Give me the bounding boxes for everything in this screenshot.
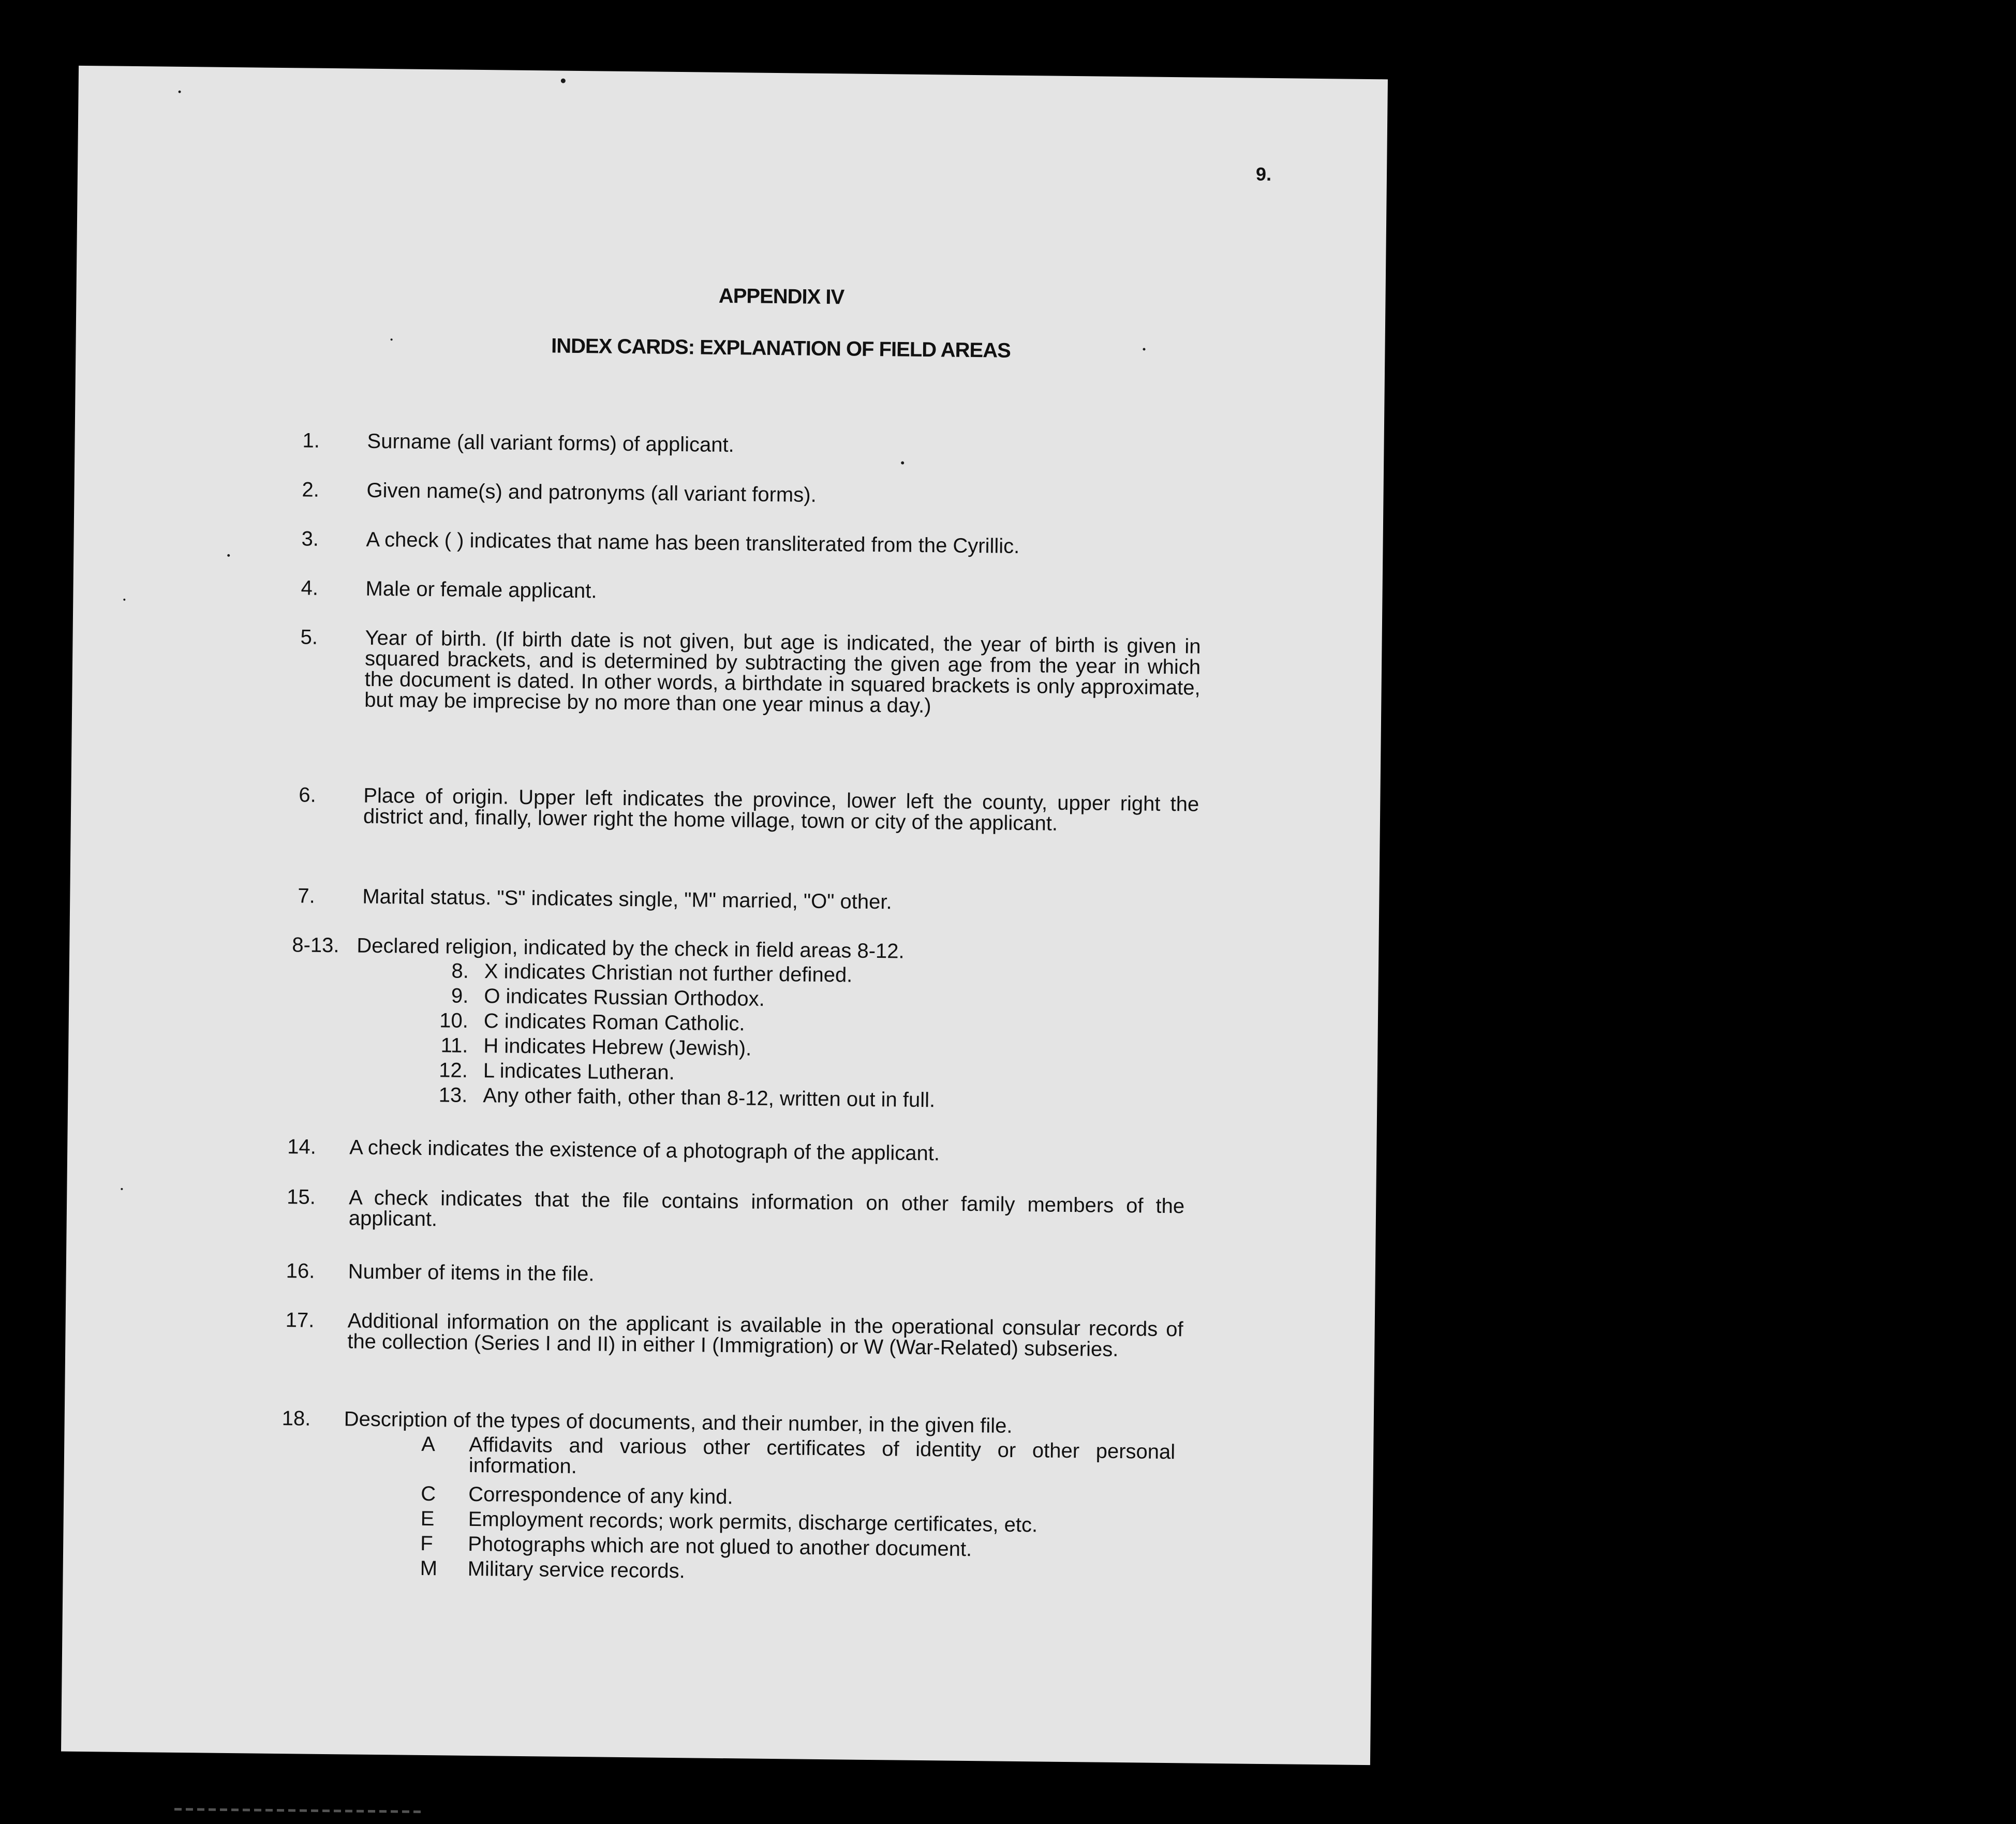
religion-code-text: Any other faith, other than 8-12, written out in full. [483,1084,936,1112]
item-number: 16. [286,1259,315,1283]
item-number: 3. [301,527,319,551]
religion-code-number: 8. [451,959,469,983]
item-number: 18. [281,1407,311,1430]
appendix-title: APPENDIX IV [718,284,844,309]
item-text: Place of origin. Upper left indicates the province, lower left the county, upper right the district and, finally, lower right the home village, town or city of the applicant. [363,784,1199,835]
document-type-text: Employment records; work permits, discharge certificates, etc. [468,1507,1038,1537]
item-number: 1. [302,429,320,452]
document-type-code: M [420,1556,438,1580]
scan-speck [901,462,904,465]
item-text: Male or female applicant. [365,577,597,603]
religion-code-text: O indicates Russian Orthodox. [484,985,765,1011]
religion-code-text: X indicates Christian not further defined. [484,960,853,987]
religion-code-number: 13. [438,1084,468,1107]
document-page [61,66,1388,1765]
document-type-code: F [420,1532,433,1555]
document-title: INDEX CARDS: EXPLANATION OF FIELD AREAS [551,334,1011,362]
scan-speck [123,599,125,601]
scan-speck [227,554,230,557]
document-type-code: E [420,1507,435,1531]
item-text: A check indicates the existence of a photograph of the applicant. [349,1136,940,1165]
item-text: Additional information on the applicant is available in the operational consular records of the collection (Series I and II) in either I (Immigration) or W (War-Related) subseries. [347,1309,1183,1361]
religion-code-number: 11. [440,1034,468,1057]
document-type-code: A [421,1432,436,1456]
item-text: Year of birth. (If birth date is not given, but age is indicated, the year of birth is given in squared brackets, and is determined by subtracting the given age from the year in which the document is dated. In other words, a birthdate in squared brackets is only approximate, but may be imprecise by no more than one year minus a day.) [364,626,1201,718]
item-number: 4. [301,576,319,600]
document-type-text: Military service records. [467,1557,686,1583]
document-type-text: Correspondence of any kind. [468,1482,733,1509]
item-text: Number of items in the file. [348,1260,595,1286]
item-number: 17. [285,1309,315,1332]
item-number: 15. [287,1185,316,1209]
item-number: 8-13. [292,933,339,957]
item-text: Declared religion, indicated by the check in field areas 8-12. [357,934,905,963]
scan-speck [121,1188,123,1190]
scan-speck [179,91,181,93]
item-text: Surname (all variant forms) of applicant. [367,429,734,457]
religion-code-number: 9. [451,984,469,1007]
religion-code-text: L indicates Lutheran. [483,1059,675,1085]
item-text: Marital status. "S" indicates single, "M" married, "O" other. [362,885,892,914]
item-text: A check ( ) indicates that name has been transliterated from the Cyrillic. [366,528,1020,558]
document-type-text: Photographs which are not glued to another document. [468,1532,972,1561]
scan-artifact-strip [174,1808,423,1813]
religion-code-number: 10. [439,1009,469,1032]
religion-code-number: 12. [438,1059,468,1082]
item-number: 6. [299,783,316,807]
document-type-text: Affidavits and various other certificates of identity or other personal information. [468,1433,1176,1478]
page-number: 9. [1255,163,1272,185]
item-text: Description of the types of documents, and their number, in the given file. [344,1407,1013,1437]
item-number: 7. [298,884,315,908]
item-number: 2. [302,478,320,501]
document-type-code: C [421,1482,436,1506]
scan-speck [561,79,566,83]
religion-code-text: C indicates Roman Catholic. [483,1010,745,1035]
item-text: Given name(s) and patronyms (all variant forms). [366,479,817,507]
item-number: 5. [300,626,318,649]
item-text: A check indicates that the file contains information on other family members of the applicant. [348,1186,1185,1231]
religion-code-text: H indicates Hebrew (Jewish). [483,1034,752,1060]
item-number: 14. [287,1135,317,1159]
